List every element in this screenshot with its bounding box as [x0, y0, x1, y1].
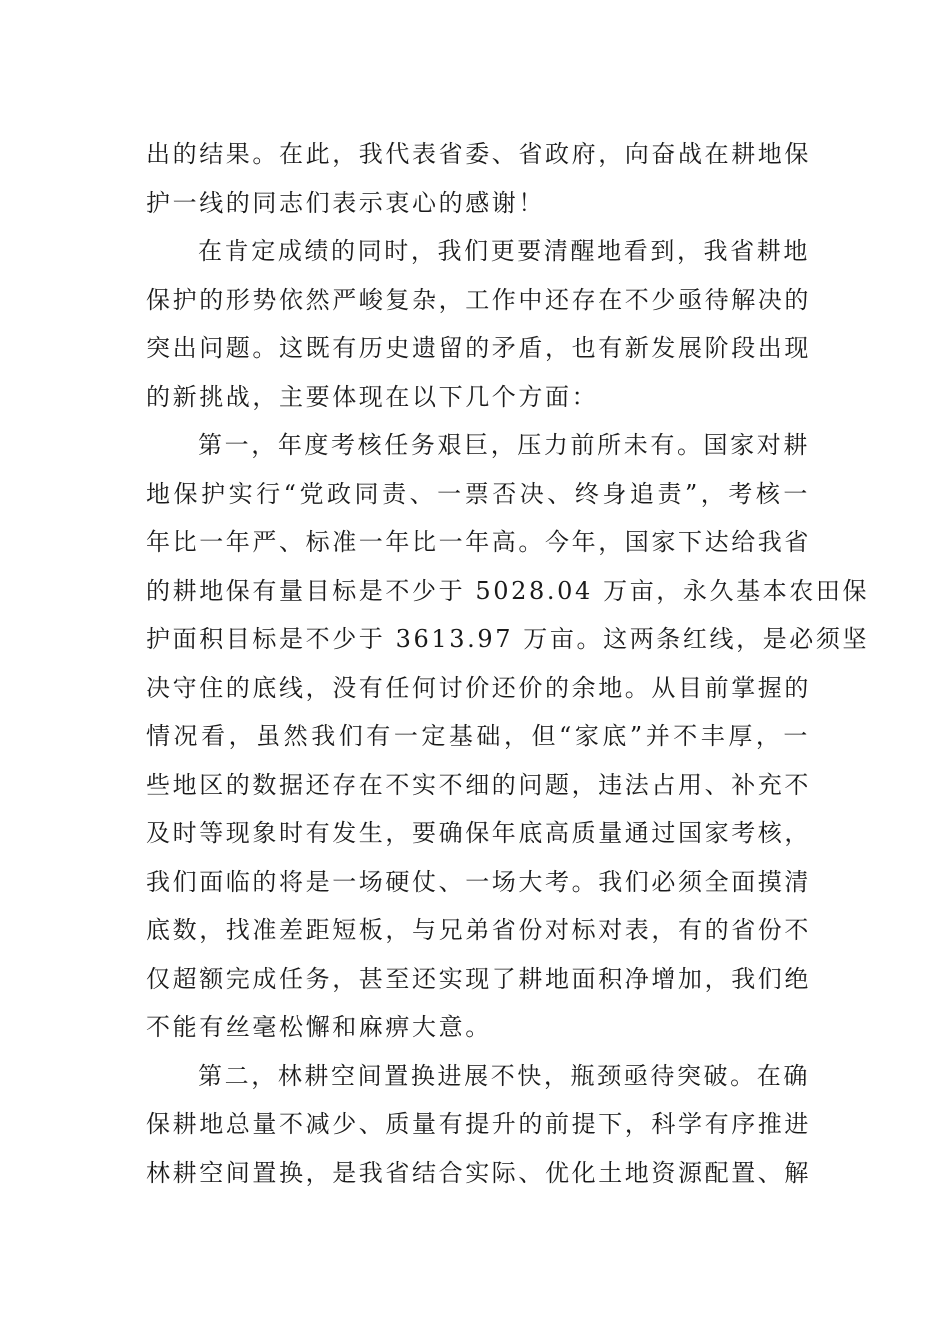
text-line: 出的结果。在此，我代表省委、省政府，向奋战在耕地保 [146, 140, 811, 168]
text-line: 地保护实行“党政同责、一票否决、终身追责”，考核一 [146, 479, 810, 508]
text-line: 林耕空间置换，是我省结合实际、优化土地资源配置、解 [146, 1158, 811, 1187]
text-line: 保耕地总量不减少、质量有提升的前提下，科学有序推进 [146, 1110, 811, 1138]
text-line: 保护的形势依然严峻复杂，工作中还存在不少亟待解决的 [146, 285, 811, 314]
text-line: 护面积目标是不少于 3613.97 万亩。这两条红线，是必须坚 [146, 625, 870, 653]
text-line: 我们面临的将是一场硬仗、一场大考。我们必须全面摸清 [146, 867, 811, 896]
text-line: 仅超额完成任务，甚至还实现了耕地面积净增加，我们绝 [146, 964, 811, 993]
text-line: 的新挑战，主要体现在以下几个方面： [146, 382, 599, 411]
text-line: 的耕地保有量目标是不少于 5028.04 万亩，永久基本农田保 [146, 576, 870, 605]
paragraph-start-line: 在肯定成绩的同时，我们更要清醒地看到，我省耕地 [198, 237, 810, 265]
body-text [146, 130, 870, 1197]
paragraph-start-line: 第一，年度考核任务艰巨，压力前所未有。国家对耕 [198, 431, 810, 459]
text-line: 及时等现象时有发生，要确保年底高质量通过国家考核， [146, 819, 811, 847]
text-line: 决守住的底线，没有任何讨价还价的余地。从目前掌握的 [146, 673, 811, 702]
text-line: 护一线的同志们表示衷心的感谢！ [146, 188, 545, 217]
text-line: 些地区的数据还存在不实不细的问题，违法占用、补充不 [146, 770, 811, 799]
text-line: 底数，找准差距短板，与兄弟省份对标对表，有的省份不 [146, 916, 811, 944]
paragraph-start-line: 第二，林耕空间置换进展不快，瓶颈亟待突破。在确 [198, 1061, 810, 1090]
text-line: 不能有丝毫松懈和麻痹大意。 [146, 1013, 492, 1041]
text-line: 年比一年严、标准一年比一年高。今年，国家下达给我省 [146, 528, 811, 556]
text-line: 突出问题。这既有历史遗留的矛盾，也有新发展阶段出现 [146, 334, 811, 362]
text-line: 情况看，虽然我们有一定基础，但“家底”并不丰厚，一 [146, 722, 810, 750]
